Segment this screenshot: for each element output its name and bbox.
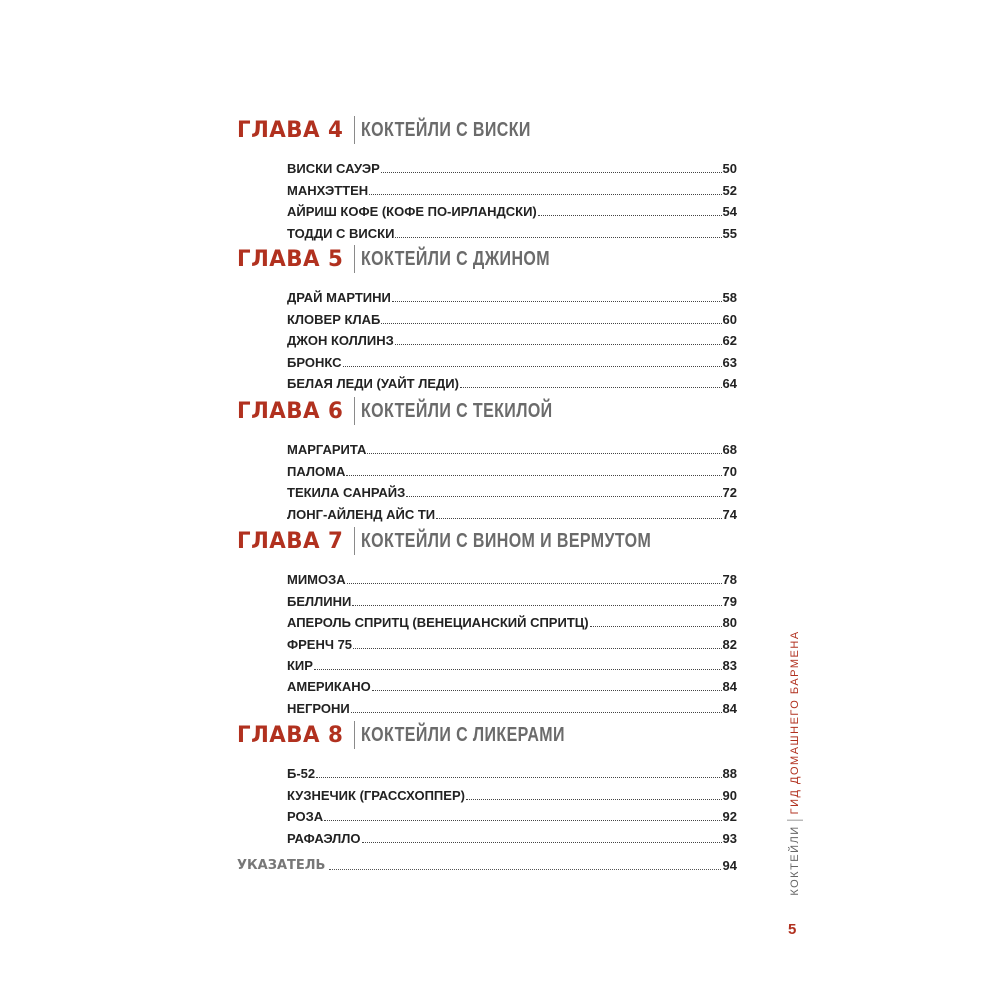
entry-page: 63 — [722, 354, 737, 370]
dot-leader — [343, 365, 722, 367]
entry-name: ТЕКИЛА САНРАЙЗ — [287, 485, 406, 501]
chapter-number: ГЛАВА 8 — [237, 722, 344, 748]
entry-page: 83 — [722, 657, 737, 673]
page-number: 5 — [788, 921, 797, 938]
toc-entry[interactable] — [287, 176, 737, 197]
dot-leader — [436, 517, 721, 519]
toc-entry[interactable] — [287, 370, 737, 391]
dot-leader — [362, 841, 722, 843]
dot-leader — [324, 819, 721, 821]
dot-leader — [392, 300, 722, 302]
dot-leader — [406, 495, 721, 497]
entry-page: 68 — [722, 442, 737, 458]
entry-name: ДРАЙ МАРТИНИ — [287, 290, 391, 306]
chapter-4 — [237, 117, 737, 241]
chapter-entries — [287, 760, 737, 846]
dot-leader — [395, 343, 722, 345]
dot-leader — [372, 689, 722, 691]
dot-leader — [316, 776, 721, 778]
entry-name: ФРЕНЧ 75 — [287, 636, 353, 652]
dot-leader — [381, 322, 721, 324]
side-running-title — [784, 630, 806, 896]
entry-name: БРОНКС — [287, 354, 342, 370]
entry-name: БЕЛЛИНИ — [287, 593, 352, 609]
chapter-entries — [287, 284, 737, 391]
entry-page: 72 — [722, 485, 737, 501]
entry-page: 88 — [722, 766, 737, 782]
entry-page: 54 — [722, 204, 737, 220]
entry-page: 93 — [722, 830, 737, 846]
toc-entry[interactable] — [287, 198, 737, 219]
toc-entry[interactable] — [287, 155, 737, 176]
entry-page: 84 — [722, 679, 737, 695]
entry-page: 58 — [722, 290, 737, 306]
chapter-5 — [237, 246, 737, 391]
entry-page: 79 — [722, 593, 737, 609]
toc-entry[interactable] — [287, 824, 737, 845]
entry-page: 92 — [722, 809, 737, 825]
toc-entry[interactable] — [287, 327, 737, 348]
entry-page: 60 — [722, 311, 737, 327]
toc-entry[interactable] — [287, 305, 737, 326]
heading-divider — [354, 245, 356, 273]
dot-leader — [347, 582, 722, 584]
entry-page: 64 — [722, 375, 737, 391]
chapter-heading — [237, 246, 737, 272]
entry-name: АЙРИШ КОФЕ (КОФЕ ПО-ИРЛАНДСКИ) — [287, 204, 537, 220]
dot-leader — [329, 868, 720, 870]
toc-entry[interactable] — [287, 673, 737, 694]
toc-entry[interactable] — [287, 609, 737, 630]
index-label: УКАЗАТЕЛЬ — [237, 858, 326, 873]
toc-entry[interactable] — [287, 803, 737, 824]
entry-name: АМЕРИКАНО — [287, 679, 371, 695]
dot-leader — [353, 647, 721, 649]
dot-leader — [352, 604, 721, 606]
toc-entry[interactable] — [287, 436, 737, 457]
dot-leader — [538, 214, 722, 216]
entry-page: 80 — [722, 615, 737, 631]
chapter-number: ГЛАВА 7 — [237, 528, 344, 554]
toc-entry[interactable] — [287, 566, 737, 587]
entry-page: 84 — [722, 700, 737, 716]
dot-leader — [351, 711, 722, 713]
chapter-title: КОКТЕЙЛИ С ТЕКИЛОЙ — [361, 399, 553, 422]
side-title-subtitle: ГИД ДОМАШНЕГО БАРМЕНА — [789, 630, 801, 815]
chapter-number: ГЛАВА 5 — [237, 246, 344, 272]
chapter-8 — [237, 722, 737, 846]
dot-leader — [381, 171, 722, 173]
chapter-heading — [237, 398, 737, 424]
entry-page: 74 — [722, 506, 737, 522]
entry-name: Б-52 — [287, 766, 316, 782]
chapter-title: КОКТЕЙЛИ С ЛИКЕРАМИ — [361, 723, 566, 746]
chapter-title: КОКТЕЙЛИ С ВИНОМ И ВЕРМУТОМ — [361, 529, 652, 552]
side-title-book: КОКТЕЙЛИ — [789, 825, 801, 896]
dot-leader — [367, 452, 721, 454]
dot-leader — [314, 668, 722, 670]
entry-name: ТОДДИ С ВИСКИ — [287, 225, 395, 241]
chapter-title: КОКТЕЙЛИ С ВИСКИ — [361, 118, 531, 141]
index-page: 94 — [722, 858, 737, 873]
chapter-number: ГЛАВА 4 — [237, 117, 344, 143]
entry-name: РАФАЭЛЛО — [287, 830, 361, 846]
heading-divider — [354, 721, 356, 749]
chapter-6 — [237, 398, 737, 522]
entry-name: ЛОНГ-АЙЛЕНД АЙС ТИ — [287, 506, 436, 522]
entry-page: 78 — [722, 572, 737, 588]
toc-entry[interactable] — [287, 500, 737, 521]
entry-name: КИР — [287, 657, 313, 673]
chapter-number: ГЛАВА 6 — [237, 398, 344, 424]
toc-entry[interactable] — [287, 652, 737, 673]
entry-name: ПАЛОМА — [287, 463, 346, 479]
entry-page: 52 — [722, 182, 737, 198]
chapter-title: КОКТЕЙЛИ С ДЖИНОМ — [361, 247, 551, 270]
entry-page: 90 — [722, 787, 737, 803]
toc-entry[interactable] — [287, 348, 737, 369]
chapter-entries — [287, 155, 737, 241]
entry-name: КУЗНЕЧИК (ГРАССХОППЕР) — [287, 787, 465, 803]
entry-page: 50 — [722, 161, 737, 177]
entry-name: ВИСКИ САУЭР — [287, 161, 380, 177]
toc-entry[interactable] — [287, 219, 737, 240]
toc-entry[interactable] — [287, 694, 737, 715]
entry-name: КЛОВЕР КЛАБ — [287, 311, 381, 327]
entry-name: МИМОЗА — [287, 572, 346, 588]
entry-page: 70 — [722, 463, 737, 479]
toc-entry[interactable] — [287, 457, 737, 478]
toc-entry[interactable] — [287, 781, 737, 802]
entry-name: НЕГРОНИ — [287, 700, 350, 716]
entry-name: АПЕРОЛЬ СПРИТЦ (ВЕНЕЦИАНСКИЙ СПРИТЦ) — [287, 615, 589, 631]
toc-entry[interactable] — [287, 284, 737, 305]
chapter-entries — [287, 436, 737, 522]
entry-page: 55 — [722, 225, 737, 241]
heading-divider — [354, 116, 356, 144]
entry-name: ДЖОН КОЛЛИНЗ — [287, 333, 394, 349]
dot-leader — [346, 474, 721, 476]
chapter-entries — [287, 566, 737, 716]
chapter-7 — [237, 528, 737, 716]
chapter-heading — [237, 117, 737, 143]
toc-entry[interactable] — [287, 587, 737, 608]
entry-page: 62 — [722, 333, 737, 349]
index-entry[interactable] — [237, 858, 737, 873]
dot-leader — [460, 386, 722, 388]
heading-divider — [354, 397, 356, 425]
toc-entry[interactable] — [287, 630, 737, 651]
entry-name: МАНХЭТТЕН — [287, 182, 369, 198]
entry-name: МАРГАРИТА — [287, 442, 367, 458]
toc-entry[interactable] — [287, 479, 737, 500]
side-title-divider — [787, 819, 803, 820]
entry-page: 82 — [722, 636, 737, 652]
dot-leader — [395, 236, 721, 238]
dot-leader — [466, 798, 722, 800]
toc-entry[interactable] — [287, 760, 737, 781]
entry-name: БЕЛАЯ ЛЕДИ (УАЙТ ЛЕДИ) — [287, 375, 459, 391]
chapter-heading — [237, 528, 737, 554]
dot-leader — [590, 625, 722, 627]
dot-leader — [369, 193, 721, 195]
heading-divider — [354, 527, 356, 555]
entry-name: РОЗА — [287, 809, 324, 825]
chapter-heading — [237, 722, 737, 748]
